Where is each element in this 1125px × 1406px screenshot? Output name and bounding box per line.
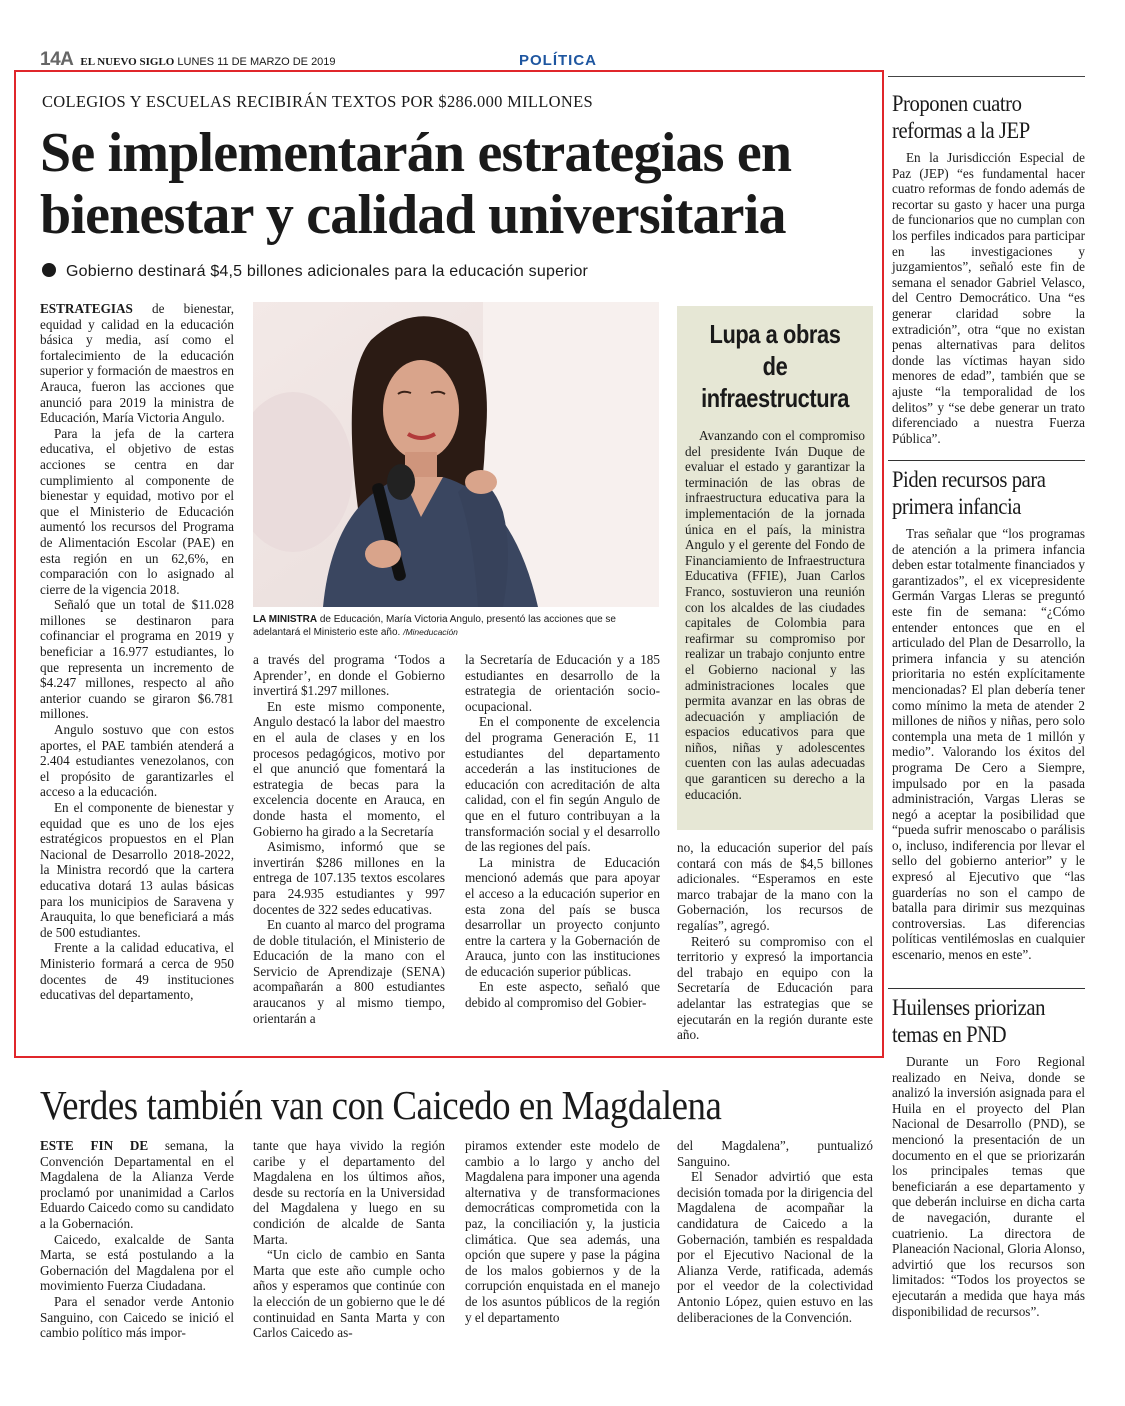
newspaper-name: EL NUEVO SIGLO [80,56,175,68]
article-headline [40,122,870,246]
brief-title: Proponen cuatro [892,91,1022,116]
paragraph: tante que haya vivido la región caribe y el departamento del Magdalena en los últimos años, desde su rectoría en la Universidad del Magdalena y luego en su condición de alcalde de Santa Marta. [253,1138,445,1247]
paragraph: ESTE FIN DE semana, la Convención Departamental en el Magdalena de la Alianza Verde proclamó por unanimidad a Carlos Eduardo Caicedo como su candidato a la Gobernación. [40,1138,234,1231]
section-name: POLÍTICA [519,52,597,69]
paragraph: no, la educación superior del país contará con más de $4,5 billones adicionales. “Esperamos en este marco trabajar de la mano con la Gobernación, los recursos de regalías”, agregó. [677,840,873,933]
subhead-text: Gobierno destinará $4,5 billones adicionales para la educación superior [66,263,589,280]
brief-title: primera infancia [892,494,1022,519]
brief-text: Durante un Foro Regional realizado en Neiva, donde se analizó la inversión asignada para el Huila en el proyecto del Plan Nacional de Desarrollo (PND), se mencionó la presentación de un documento en el que se priorizarán los principales temas que beneficiarán a ese departamento y que deberán incluirse en dicha carta de navegación, durante el cuatrienio. La directora de Planeación Nacional, Gloria Alonso, advirtió que los recursos son limitados: “Todos los proyectos se ejecutarán a medida que haya más disponibilidad de recursos”. [892,1054,1086,1319]
brief-title: Huilenses priorizan [892,995,1045,1020]
page-number: 14A [40,49,74,70]
brief-infancia [892,466,1085,963]
paragraph: piramos extender este modelo de cambio a lo largo y ancho del Magdalena para imponer una agenda alternativa y de transformaciones democráticas comprometida con la paz, la conciliación y, la justicia climática. Que sea además, una opción que supere y pase la página de los malos gobiernos y de la corrupción enquistada en el manejo de los asuntos públicos de la región y el departamento [465,1138,660,1325]
article-kicker: COLEGIOS Y ESCUELAS RECIBIRÁN TEXTOS POR $286.000 MILLONES [42,92,593,111]
paragraph: Para la jefa de la cartera educativa, el objetivo de estas acciones se centra en dar cumplimiento al componente de bienestar y equidad, motivo por el que el Ministerio de Educación aumentó los recursos del Programa de Alimentación Escolar (PAE) en esta región en un 62,6%, en comparación con lo asignado al cierre de la vigencia 2018. [40,425,234,597]
photo-credit: /Mineducación [403,627,458,637]
second-column-4 [677,1138,873,1325]
photo-caption [253,613,661,639]
lead-word: ESTE FIN DE [40,1138,149,1153]
article-subhead [42,263,588,281]
article-column-2 [253,652,445,1026]
paragraph: En este aspecto, señaló que debido al compromiso del Gobier- [465,979,660,1011]
minister-photo [253,302,659,607]
infobox-title: Lupa a obras de infraestructura [701,319,849,413]
paragraph: ESTRATEGIAS de bienestar, equidad y calidad en la educación básica y media, así como el fortalecimiento de la educación superior y formación de maestros en Arauca, fueron las acciones que anunció para 2019 la ministra de Educación, María Victoria Angulo. [40,301,234,426]
infobox-text: Avanzando con el compromiso del presidente Iván Duque de evaluar el estado y garantizar la terminación de las obras de infraestructura educativa para la implementación de la jornada única en el país, la ministra Angulo y el gerente del Fondo de Financiamiento de Infraestructura Educativa (FFIE), Juan Carlos Franco, sostuvieron una reunión con los alcaldes de las ciudades capitales de Colombia para reafirmar su compromiso por realizar un trabajo conjunto entre el Gobierno nacional y las administraciones locales que permita avanzar en las obras de adecuación y ampliación de espacios educativos para que niños, niñas y adolescentes cuenten con las aulas adecuadas que garanticen su derecho a la educación. [685,428,865,802]
paragraph: El Senador advirtió que esta decisión tomada por la dirigencia del Magdalena de acompañar la candidatura de Caicedo a la Gobernación, también es respaldada por el Ejecutivo Nacional de la Alianza Verde, ratificada, además por el veedor de la colectividad Antonio López, quien estuvo en las deliberaciones de la Convención. [677,1169,873,1325]
paragraph: Frente a la calidad educativa, el Ministerio formará a cerca de 950 docentes de 49 instituciones educativas del departamento, [40,940,234,1003]
header-rule [888,76,1085,77]
brief-divider [888,460,1085,461]
brief-title: temas en PND [892,1022,1007,1047]
brief-huila [892,994,1085,1319]
paragraph: Asimismo, informó que se invertirán $286 millones en la entrega de 107.135 textos escolares para 24.935 estudiantes y 997 docentes de 322 sedes educativas. [253,839,445,917]
brief-title: reformas a la JEP [892,118,1030,143]
paragraph: En cuanto al marco del programa de doble titulación, el Ministerio de Educación de la mano con el Servicio de Aprendizaje (SENA) acompañarán a 800 estudiantes araucanos y al mismo tiempo, orientarán a [253,917,445,1026]
paragraph: La ministra de Educación mencionó además que para apoyar el acceso a la educación superior en esta zona del país se busca desarrollar un proyecto conjunto entre la cartera y la Gobernación de Arauca, junto con las instituciones de educación superior públicas. [465,854,660,979]
lead-word: ESTRATEGIAS [40,301,133,316]
paragraph: En este mismo componente, Angulo destacó la labor del maestro en el aula de clases y en los procesos pedagógicos, motivo por el que anunció que fomentará la estrategia de becas para la excelencia docente en Arauca, en donde hasta el momento, el Gobierno ha girado a la Secretaría [253,698,445,839]
article-column-1 [40,301,234,1003]
headline-line-2: bienestar y calidad universitaria [40,184,786,246]
issue-date: LUNES 11 DE MARZO DE 2019 [177,56,336,68]
bullet-icon [42,263,56,277]
second-headline: Verdes también van con Caicedo en Magdalena [40,1082,722,1128]
paragraph: a través del programa ‘Todos a Aprender’, en donde el Gobierno invertirá $1.297 millones. [253,652,445,699]
article-column-3 [465,652,660,1011]
article-column-4 [677,840,873,1043]
paragraph: “Un ciclo de cambio en Santa Marta que este año cumple ocho años y esperamos que continúe con la elección de un gobierno que le dé continuidad en Santa Marta y con Carlos Caicedo as- [253,1247,445,1341]
brief-title: Piden recursos para [892,467,1046,492]
brief-text: Tras señalar que “los programas de atención a la primera infancia deben estar totalmente financiados y garantizados”, el ex vicepresidente Germán Vargas Lleras se preguntó este fin de semana: “¿Cómo entender entonces que en el articulado del Plan de Desarrollo, la primera infancia y su atención prioritaria no estén explícitamente mencionadas? El plan debería tener como mínimo la meta de atender 2 millones de niños y niñas, pero solo contempla una meta de 1 millón y medio”. Valorando los éxitos del programa De Cero a Siempre, impulsado por en la pasada administración, Vargas Lleras se negó a aceptar la posibilidad que “pueda sufrir menoscabo o parálisis o, incluso, indiferencia por llevar el sello del gobierno anterior” y le expresó al Ejecutivo que “las guarderías no son el campo de batalla para dirimir sus mezquinas controversias. Las diferencias políticas ventilémoslas en cualquier escenario, menos en este”. [892,526,1085,963]
brief-text: En la Jurisdicción Especial de Paz (JEP) “es fundamental hacer cuatro reformas de fondo además de recortar su gasto y hacer una purga de funcionarios que no cumplan con los perfiles indicados para participar en las investigaciones y juzgamientos”, señaló este fin de semana el senador Gabriel Velasco, del Centro Democrático. Una “es generar claridad sobre la extradición”, otra “que no existan penas alternativas para delitos donde las víctimas hayan sido menores de edad”, también que se ajuste “la temporalidad de los delitos” y “se debe generar un trato diferenciado a nuestra Fuerza Pública”. [892,150,1085,446]
caption-text: de Educación, María Victoria Angulo, presentó las acciones que se adelantará el Ministerio este año. [253,614,616,638]
headline-line-1: Se implementarán estrategias en [40,122,792,184]
second-column-3 [465,1138,660,1325]
paragraph: del Magdalena”, puntualizó Sanguino. [677,1138,873,1169]
page-folio [40,49,336,71]
second-column-1 [40,1138,234,1341]
paragraph: la Secretaría de Educación y a 185 estudiantes en desarrollo de la estrategia de orientación socio-ocupacional. [465,652,660,714]
paragraph: Caicedo, exalcalde de Santa Marta, se está postulando a la Gobernación del Magdalena por el movimiento Fuerza Ciudadana. [40,1231,234,1294]
brief-divider [888,988,1085,989]
second-column-2 [253,1138,445,1341]
paragraph: Angulo sostuvo que con estos aportes, el PAE también atenderá a 2.404 estudiantes venezolanos, con el propósito de garantizarles el acceso a la educación. [40,722,234,800]
paragraph: En el componente de bienestar y equidad que es uno de los ejes estratégicos propuestos en el Plan Nacional de Desarrollo 2018-2022, la Ministra recordó que la cartera educativa dotará 13 aulas básicas para los municipios de Saravena y Arauquita, lo que beneficiará a más de 500 estudiantes. [40,800,234,940]
caption-lead: LA MINISTRA [253,614,318,625]
paragraph: Reiteró su compromiso con el territorio y expresó la importancia del trabajo en equipo con la Secretaría de Educación para adelantar las estrategias que se ejecutarán en la región durante este año. [677,933,873,1043]
paragraph: Para el senador verde Antonio Sanguino, con Caicedo se inició el cambio político más impor- [40,1293,234,1341]
paragraph: Señaló que un total de $11.028 millones se destinaron para cofinanciar el programa en 2019 y beneficiar a 16.977 estudiantes, lo que representa un incremento de $4.247 millones, respecto al año anterior cuando se giraron $6.781 millones. [40,597,234,722]
paragraph: En el componente de excelencia del programa Generación E, 11 estudiantes del departamento accederán a las instituciones de educación con acreditación de alta calidad, con el fin según Angulo de que en el futuro contribuyan a la transformación social y el desarrollo de las regiones del país. [465,714,660,855]
infobox [677,306,873,830]
brief-jep [892,90,1085,446]
